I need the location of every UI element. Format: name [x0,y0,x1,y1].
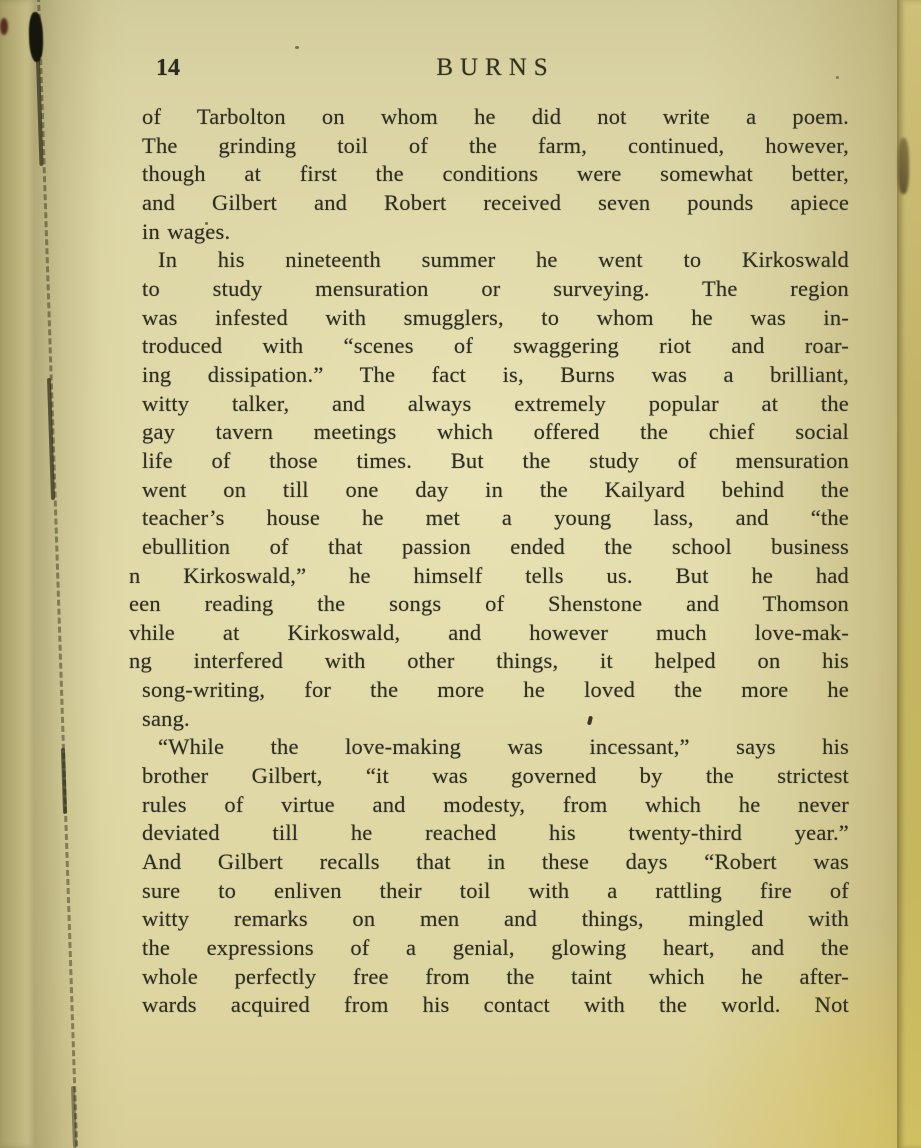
text-line: sang. [142,705,190,731]
text-line: gay tavern meetings which offered the chief social [142,419,849,445]
text-line: went on till one day in the Kailyard behind the [142,476,849,502]
text-line: to study mensuration or surveying. The region [142,275,849,301]
running-header: BURNS [436,54,555,81]
text-line: deviated till he reached his twenty-third year.” [142,820,849,846]
text-line: brother Gilbert, “it was governed by the strictest [142,763,849,789]
text-line: in wages. [142,218,231,244]
page-number: 14 [156,55,180,81]
text-line: sure to enliven their toil with a rattling fire of [142,877,849,903]
paper-speck [295,46,299,49]
text-line: troduced with “scenes of swaggering riot and roar- [142,333,849,359]
text-line: the expressions of a genial, glowing heart, and the [142,935,849,961]
text-line: ing dissipation.” The fact is, Burns was a brilliant, [142,361,849,387]
page-gutter-edge [0,0,34,1148]
text-line: song-writing, for the more he loved the more he [142,677,849,703]
text-line: witty talker, and always extremely popular at the [142,390,849,416]
scan-artifact-mark [0,18,8,35]
text-line: ebullition of that passion ended the school business [142,533,849,559]
text-line: whole perfectly free from the taint which he after- [142,963,849,989]
text-line: ng interfered with other things, it helped on his [129,648,849,674]
text-line: And Gilbert recalls that in these days “Robert was [142,849,849,875]
body-text [129,103,849,1020]
text-line: The grinding toil of the farm, continued, however, [142,132,849,158]
scan-artifact-smudge [898,138,909,194]
text-line: een reading the songs of Shenstone and Thomson [129,591,849,617]
text-line: was infested with smugglers, to whom he was in- [142,304,849,330]
text-line: and Gilbert and Robert received seven pounds apiece [142,189,849,215]
text-line: In his nineteenth summer he went to Kirkoswald [158,247,849,273]
text-line: wards acquired from his contact with the world. Not [142,992,849,1018]
text-line: life of those times. But the study of mensuration [142,447,849,473]
text-line: vhile at Kirkoswald, and however much love-mak- [129,619,849,645]
text-line: of Tarbolton on whom he did not write a poem. [142,104,849,129]
text-line: “While the love-making was incessant,” says his [158,734,849,760]
text-line: rules of virtue and modesty, from which he never [142,791,849,817]
text-line: witty remarks on men and things, mingled with [142,906,849,932]
text-line: n Kirkoswald,” he himself tells us. But he had [129,562,849,588]
text-line: though at first the conditions were somewhat better, [142,161,849,187]
text-line: teacher’s house he met a young lass, and “the [142,505,849,531]
